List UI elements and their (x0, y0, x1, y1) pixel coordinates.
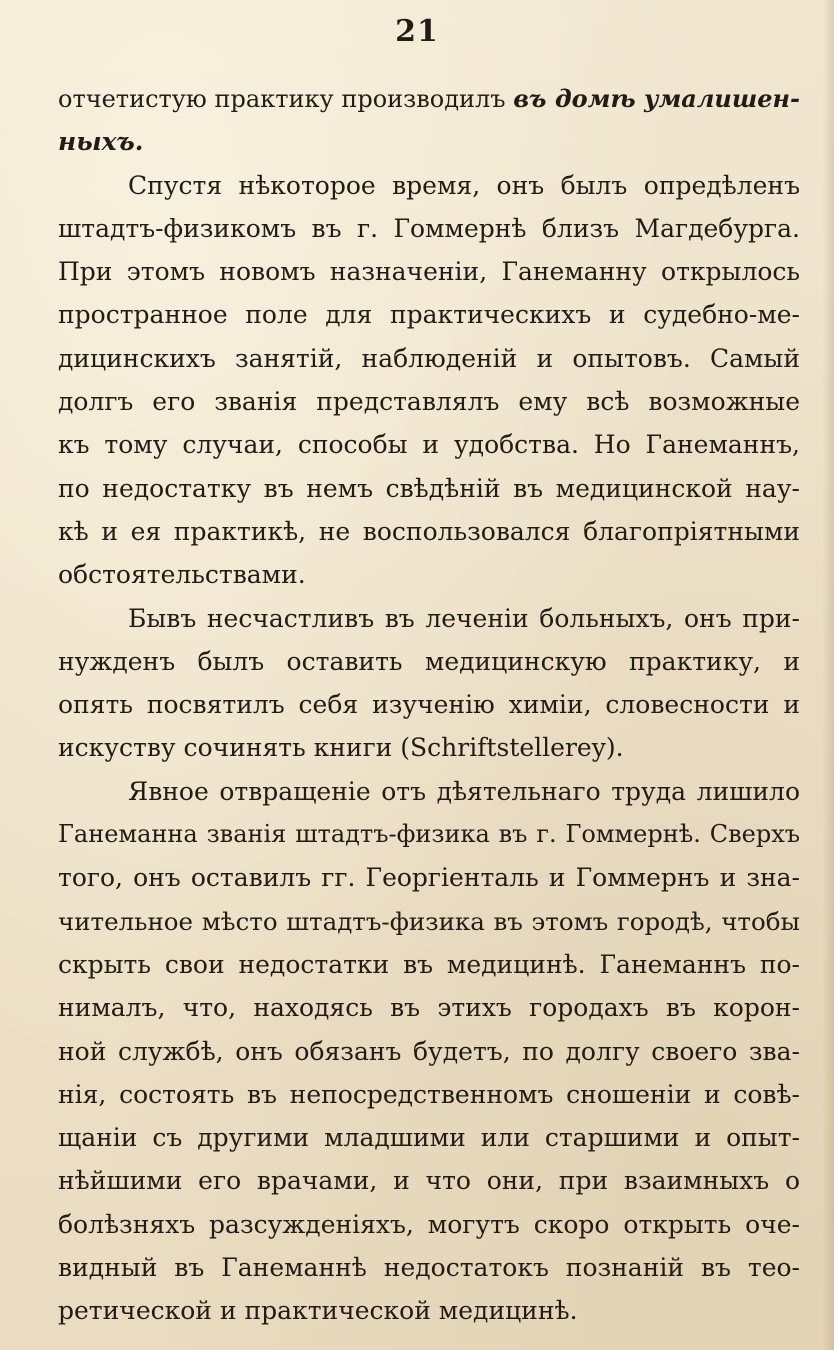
text-line: нѣйшими его врачами, и что они, при взаимныхъ о (58, 1166, 800, 1196)
text-line: по недостатку въ немъ свѣдѣнiй въ медицинской нау- (58, 473, 800, 503)
text-line: ретической и практической медицинѣ. (58, 1296, 578, 1326)
text-line: опять посвятилъ себя изученiю химiи, словесности и (58, 690, 800, 720)
page-number: 21 (395, 14, 439, 49)
text-line: къ тому случаи, способы и удобства. Но Ганеманнъ, (58, 430, 800, 460)
text-line: пространное поле для практическихъ и судебно-ме- (58, 300, 800, 330)
text-line (58, 120, 800, 163)
text-line: скрыть свои недостатки въ медицинѣ. Ганеманнъ по- (58, 949, 800, 979)
text-line-content: отчетистую практику производилъ (58, 85, 506, 113)
text-line: щанiи съ другими младшими или старшими и опыт- (58, 1123, 800, 1153)
text-line: дицинскихъ занятiй, наблюденiй и опытовъ. Самый (58, 343, 800, 373)
paragraph-4 (58, 770, 800, 1333)
italic-phrase: въ домѣ умалишен- (513, 84, 800, 113)
text-line: Ганеманна званiя штадтъ-физика въ г. Гоммернѣ. Сверхъ (58, 820, 800, 849)
text-line: нималъ, что, находясь въ этихъ городахъ въ корон- (58, 993, 800, 1023)
text-line: Бывъ несчастливъ въ леченiи больныхъ, онъ при- (128, 603, 800, 633)
text-line: искуству сочинять книги (Schriftstellerey). (58, 733, 624, 763)
text-line: нужденъ былъ оставить медицинскую практику, и (58, 646, 800, 676)
paragraph-1 (58, 77, 800, 164)
paragraph-3 (58, 597, 800, 770)
text-line: обстоятельствами. (58, 560, 306, 590)
text-line: Явное отвращенiе отъ дѣятельнаго труда лишило (128, 776, 800, 806)
text-line: болѣзняхъ разсужденiяхъ, могутъ скоро открыть оче- (58, 1209, 800, 1239)
text-line: При этомъ новомъ назначенiи, Ганеманну открылось (58, 257, 800, 287)
text-line: штадтъ-физикомъ въ г. Гоммернѣ близъ Магдебурга. (58, 213, 800, 243)
text-line: того, онъ оставилъ гг. Георгiенталь и Гоммернъ и зна- (58, 863, 800, 893)
text-line-content: ныхъ. (58, 127, 144, 157)
text-line (58, 77, 800, 120)
text-line: ной службѣ, онъ обязанъ будетъ, по долгу своего зва- (58, 1036, 800, 1066)
body-text (58, 77, 800, 1333)
text-line: видный въ Ганеманнѣ недостатокъ познанiй въ тео- (58, 1253, 800, 1283)
text-line: долгъ его званiя представлялъ ему всѣ возможные (58, 387, 800, 417)
text-line: нiя, состоять въ непосредственномъ сношенiи и совѣ- (58, 1079, 800, 1109)
paragraph-2 (58, 164, 800, 597)
text-line: чительное мѣсто штадтъ-физика въ этомъ городѣ, чтобы (58, 906, 800, 936)
text-line: Спустя нѣкоторое время, онъ былъ опредѣленъ (128, 170, 800, 200)
text-line: кѣ и ея практикѣ, не воспользовался благопрiятными (58, 516, 800, 546)
page-edge-shadow (822, 0, 834, 1350)
